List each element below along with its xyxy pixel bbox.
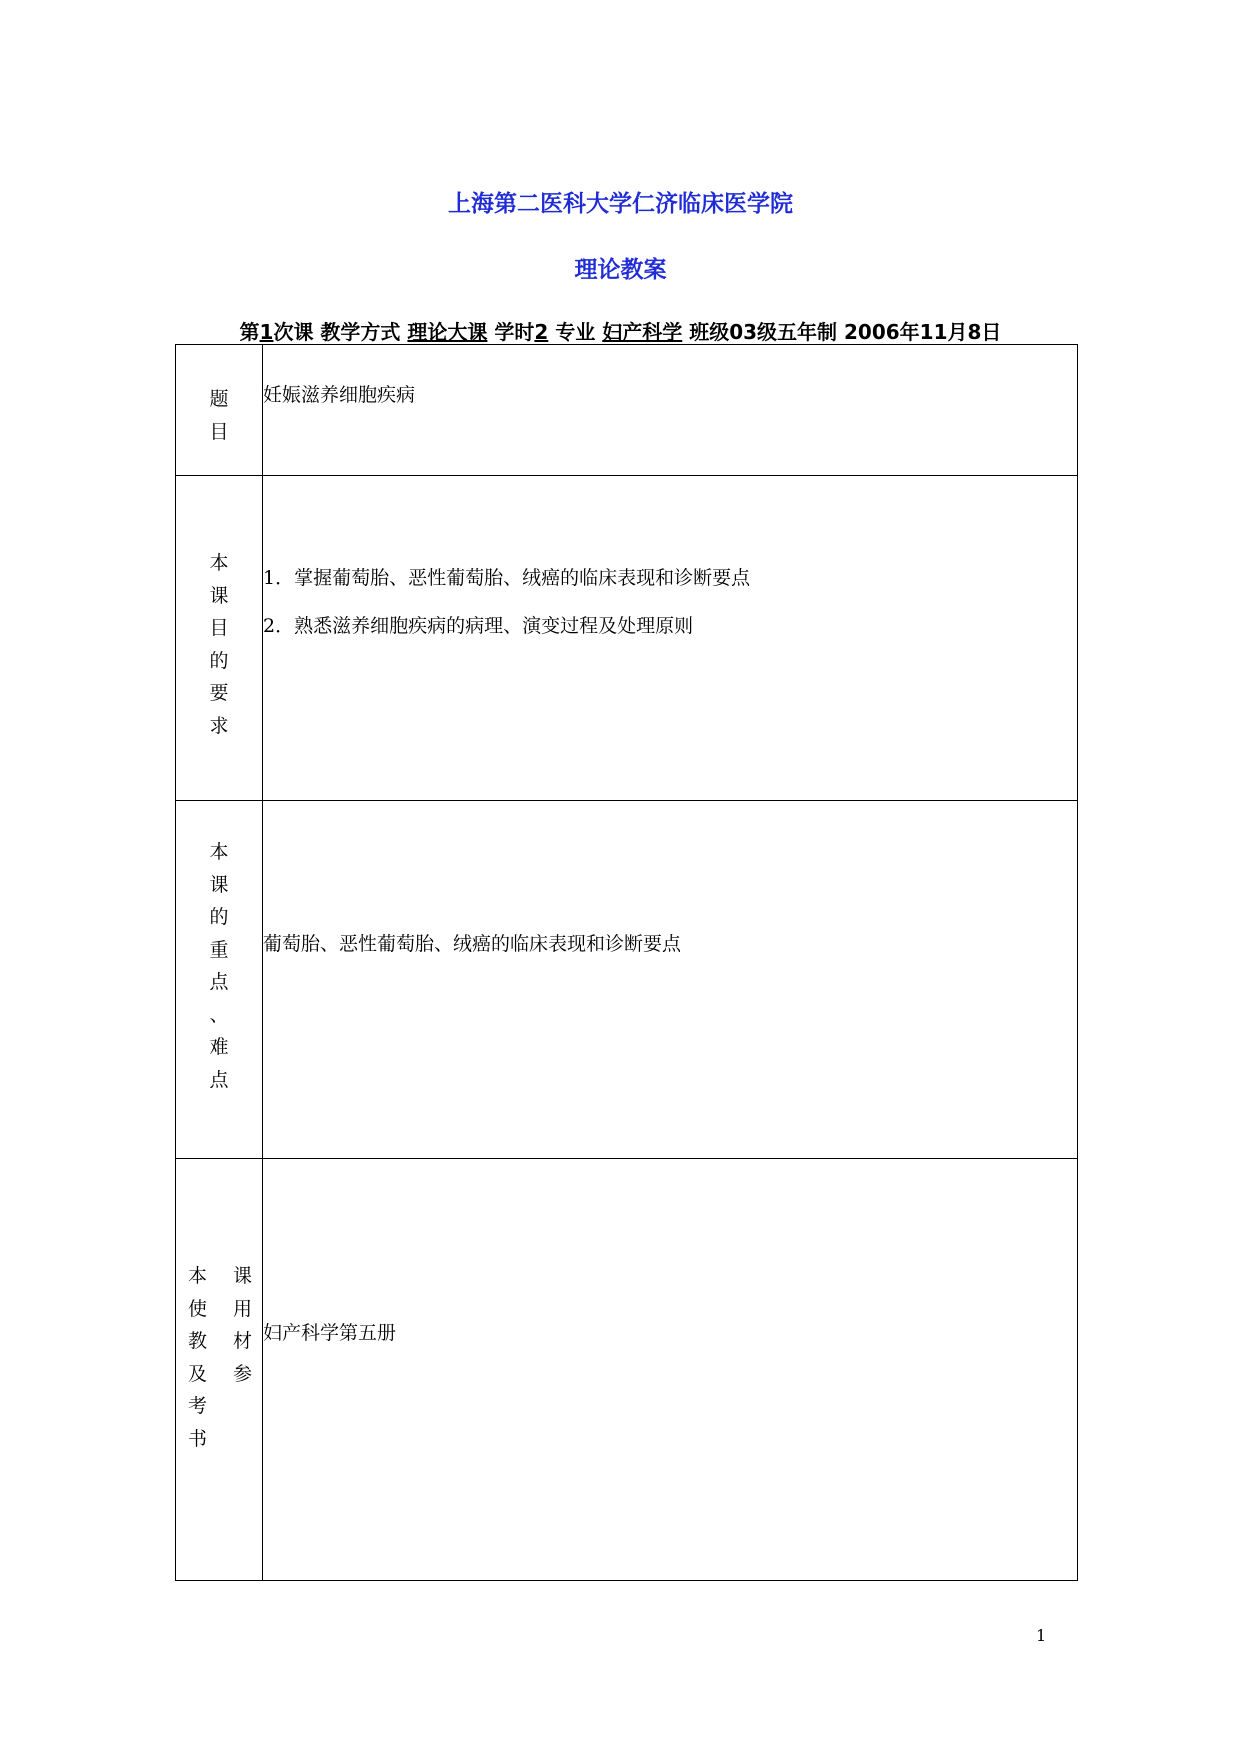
label-char: 教	[188, 1330, 208, 1352]
label-char: 目	[209, 617, 229, 639]
teaching-method: 理论大课	[407, 320, 488, 344]
materials-row	[176, 1159, 1078, 1581]
label-char: 的	[209, 649, 229, 672]
topic-content-cell	[263, 345, 1078, 476]
label-char: 使	[188, 1297, 208, 1320]
label-char	[220, 1390, 252, 1455]
institution-title: 上海第二医科大学仁济临床医学院	[448, 191, 793, 217]
key-points-label	[209, 836, 228, 1096]
lesson-info-line	[0, 316, 1241, 345]
info-class-label: 班级	[689, 320, 730, 344]
info-major-label: 专业	[555, 320, 596, 344]
materials-content: 妇产科学第五册	[263, 1322, 397, 1344]
key-points-row	[176, 801, 1078, 1159]
major: 妇产科学	[602, 320, 683, 344]
objective-item-2: 2．熟悉滋养细胞疾病的病理、演变过程及处理原则	[263, 615, 694, 637]
topic-label-cell	[176, 345, 263, 476]
label-char: 难	[209, 1036, 229, 1058]
lesson-date: 2006年11月8日	[844, 320, 1002, 344]
materials-label	[176, 1260, 262, 1455]
label-char: 参	[232, 1362, 252, 1385]
label-char: 用	[232, 1297, 252, 1320]
key-points-content-cell	[263, 801, 1078, 1159]
document-title: 理论教案	[574, 257, 667, 283]
label-char: 题	[209, 388, 229, 410]
objectives-row	[176, 476, 1078, 801]
class-hours: 2	[534, 320, 549, 344]
objective-item-1: 1．掌握葡萄胎、恶性葡萄胎、绒癌的临床表现和诊断要点	[263, 567, 751, 589]
label-char: 求	[209, 714, 229, 737]
info-hours-label: 学时	[494, 320, 535, 344]
label-char: 材	[232, 1330, 252, 1352]
info-lesson-suffix: 次课 教学方式	[273, 320, 401, 344]
label-char: 重	[209, 938, 229, 961]
label-char: 本	[209, 552, 229, 574]
label-char: 点	[209, 1068, 229, 1091]
label-char: 目	[209, 420, 229, 443]
objectives-content-cell	[263, 476, 1078, 801]
label-char: 及	[188, 1362, 208, 1385]
label-char: 考书	[188, 1395, 208, 1450]
label-char: 要	[209, 682, 229, 704]
label-char: 课	[209, 873, 229, 896]
label-char: 课	[232, 1265, 252, 1287]
label-char: 点	[209, 971, 229, 993]
topic-content: 妊娠滋养细胞疾病	[263, 384, 416, 406]
topic-label	[209, 383, 228, 448]
page-number: 1	[1036, 1626, 1047, 1645]
materials-content-cell	[263, 1159, 1078, 1581]
key-points-label-cell	[176, 801, 263, 1159]
topic-row	[176, 345, 1078, 476]
lesson-plan-table	[175, 344, 1078, 1581]
label-char: 本	[209, 841, 229, 863]
key-points-content: 葡萄胎、恶性葡萄胎、绒癌的临床表现和诊断要点	[263, 933, 682, 955]
objectives-label	[209, 547, 228, 742]
label-char: 本	[188, 1265, 208, 1287]
label-char: 的	[209, 906, 229, 928]
objectives-label-cell	[176, 476, 263, 801]
label-char: 课	[209, 584, 229, 607]
label-char: 、	[209, 1003, 229, 1026]
lesson-number: 1	[259, 320, 274, 344]
materials-label-cell	[176, 1159, 263, 1581]
class-name: 03级五年制	[729, 320, 838, 344]
info-prefix: 第	[239, 320, 260, 344]
